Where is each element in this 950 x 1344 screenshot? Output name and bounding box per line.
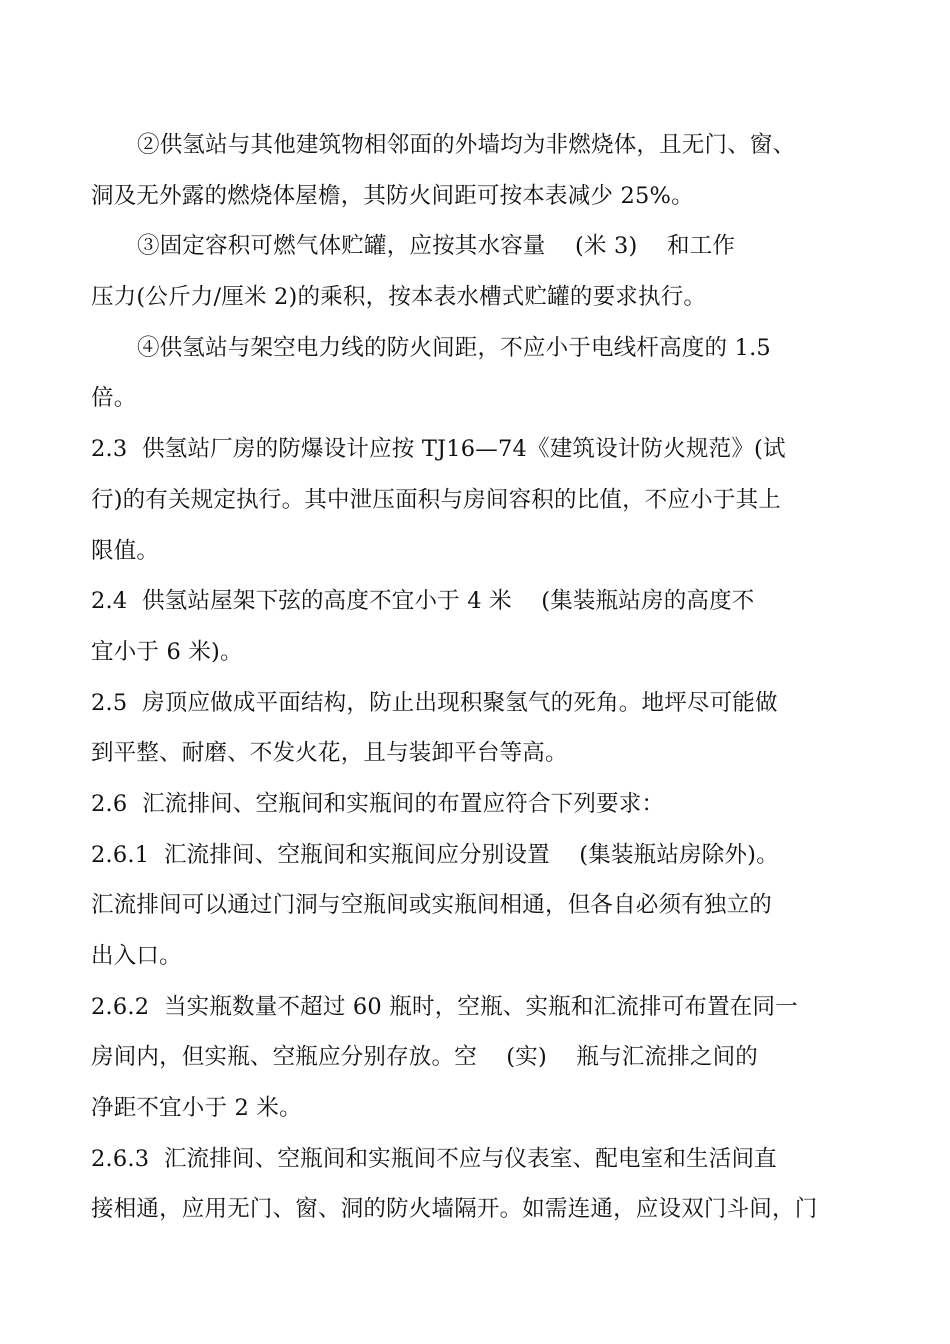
text-line: 2.3 供氢站厂房的防爆设计应按 TJ16—74《建筑设计防火规范》(试 — [91, 436, 786, 463]
text-line: 行)的有关规定执行。其中泄压面积与房间容积的比值，不应小于其上 — [91, 486, 781, 513]
text-line: 洞及无外露的燃烧体屋檐，其防火间距可按本表减少 25%。 — [91, 182, 694, 209]
text-line: 2.4 供氢站屋架下弦的高度不宜小于 4 米 (集装瓶站房的高度不 — [91, 588, 755, 615]
text-line: 2.6 汇流排间、空瓶间和实瓶间的布置应符合下列要求： — [91, 790, 665, 817]
text-line: 宜小于 6 米)。 — [91, 638, 243, 665]
text-line: 限值。 — [91, 537, 160, 564]
text-line: 倍。 — [91, 385, 137, 412]
text-line: ②供氢站与其他建筑物相邻面的外墙均为非燃烧体，且无门、窗、 — [137, 132, 796, 158]
text-line: ③固定容积可燃气体贮罐，应按其水容量 (米 3) 和工作 — [137, 233, 736, 260]
text-line: 2.6.3 汇流排间、空瓶间和实瓶间不应与仪表室、配电室和生活间直 — [91, 1145, 777, 1172]
document-body — [91, 128, 871, 1243]
text-line: 到平整、耐磨、不发火花，且与装卸平台等高。 — [91, 740, 568, 767]
text-line: ④供氢站与架空电力线的防火间距，不应小于电线杆高度的 1.5 — [137, 334, 771, 361]
text-line: 2.5 房顶应做成平面结构，防止出现积聚氢气的死角。地坪尽可能做 — [91, 689, 778, 716]
text-line: 汇流排间可以通过门洞与空瓶间或实瓶间相通，但各自必须有独立的 — [91, 892, 773, 919]
text-line: 接相通，应用无门、窗、洞的防火墙隔开。如需连通，应设双门斗间，门 — [91, 1196, 818, 1223]
text-line: 2.6.1 汇流排间、空瓶间和实瓶间应分别设置 (集装瓶站房除外)。 — [91, 841, 779, 868]
text-line: 压力(公斤力/厘米 2)的乘积，按本表水槽式贮罐的要求执行。 — [91, 284, 707, 311]
text-line: 净距不宜小于 2 米。 — [91, 1095, 302, 1122]
text-line: 2.6.2 当实瓶数量不超过 60 瓶时，空瓶、实瓶和汇流排可布置在同一 — [91, 993, 798, 1020]
text-line: 房间内，但实瓶、空瓶应分别存放。空 (实) 瓶与汇流排之间的 — [91, 1044, 758, 1071]
text-line: 出入口。 — [91, 943, 182, 969]
